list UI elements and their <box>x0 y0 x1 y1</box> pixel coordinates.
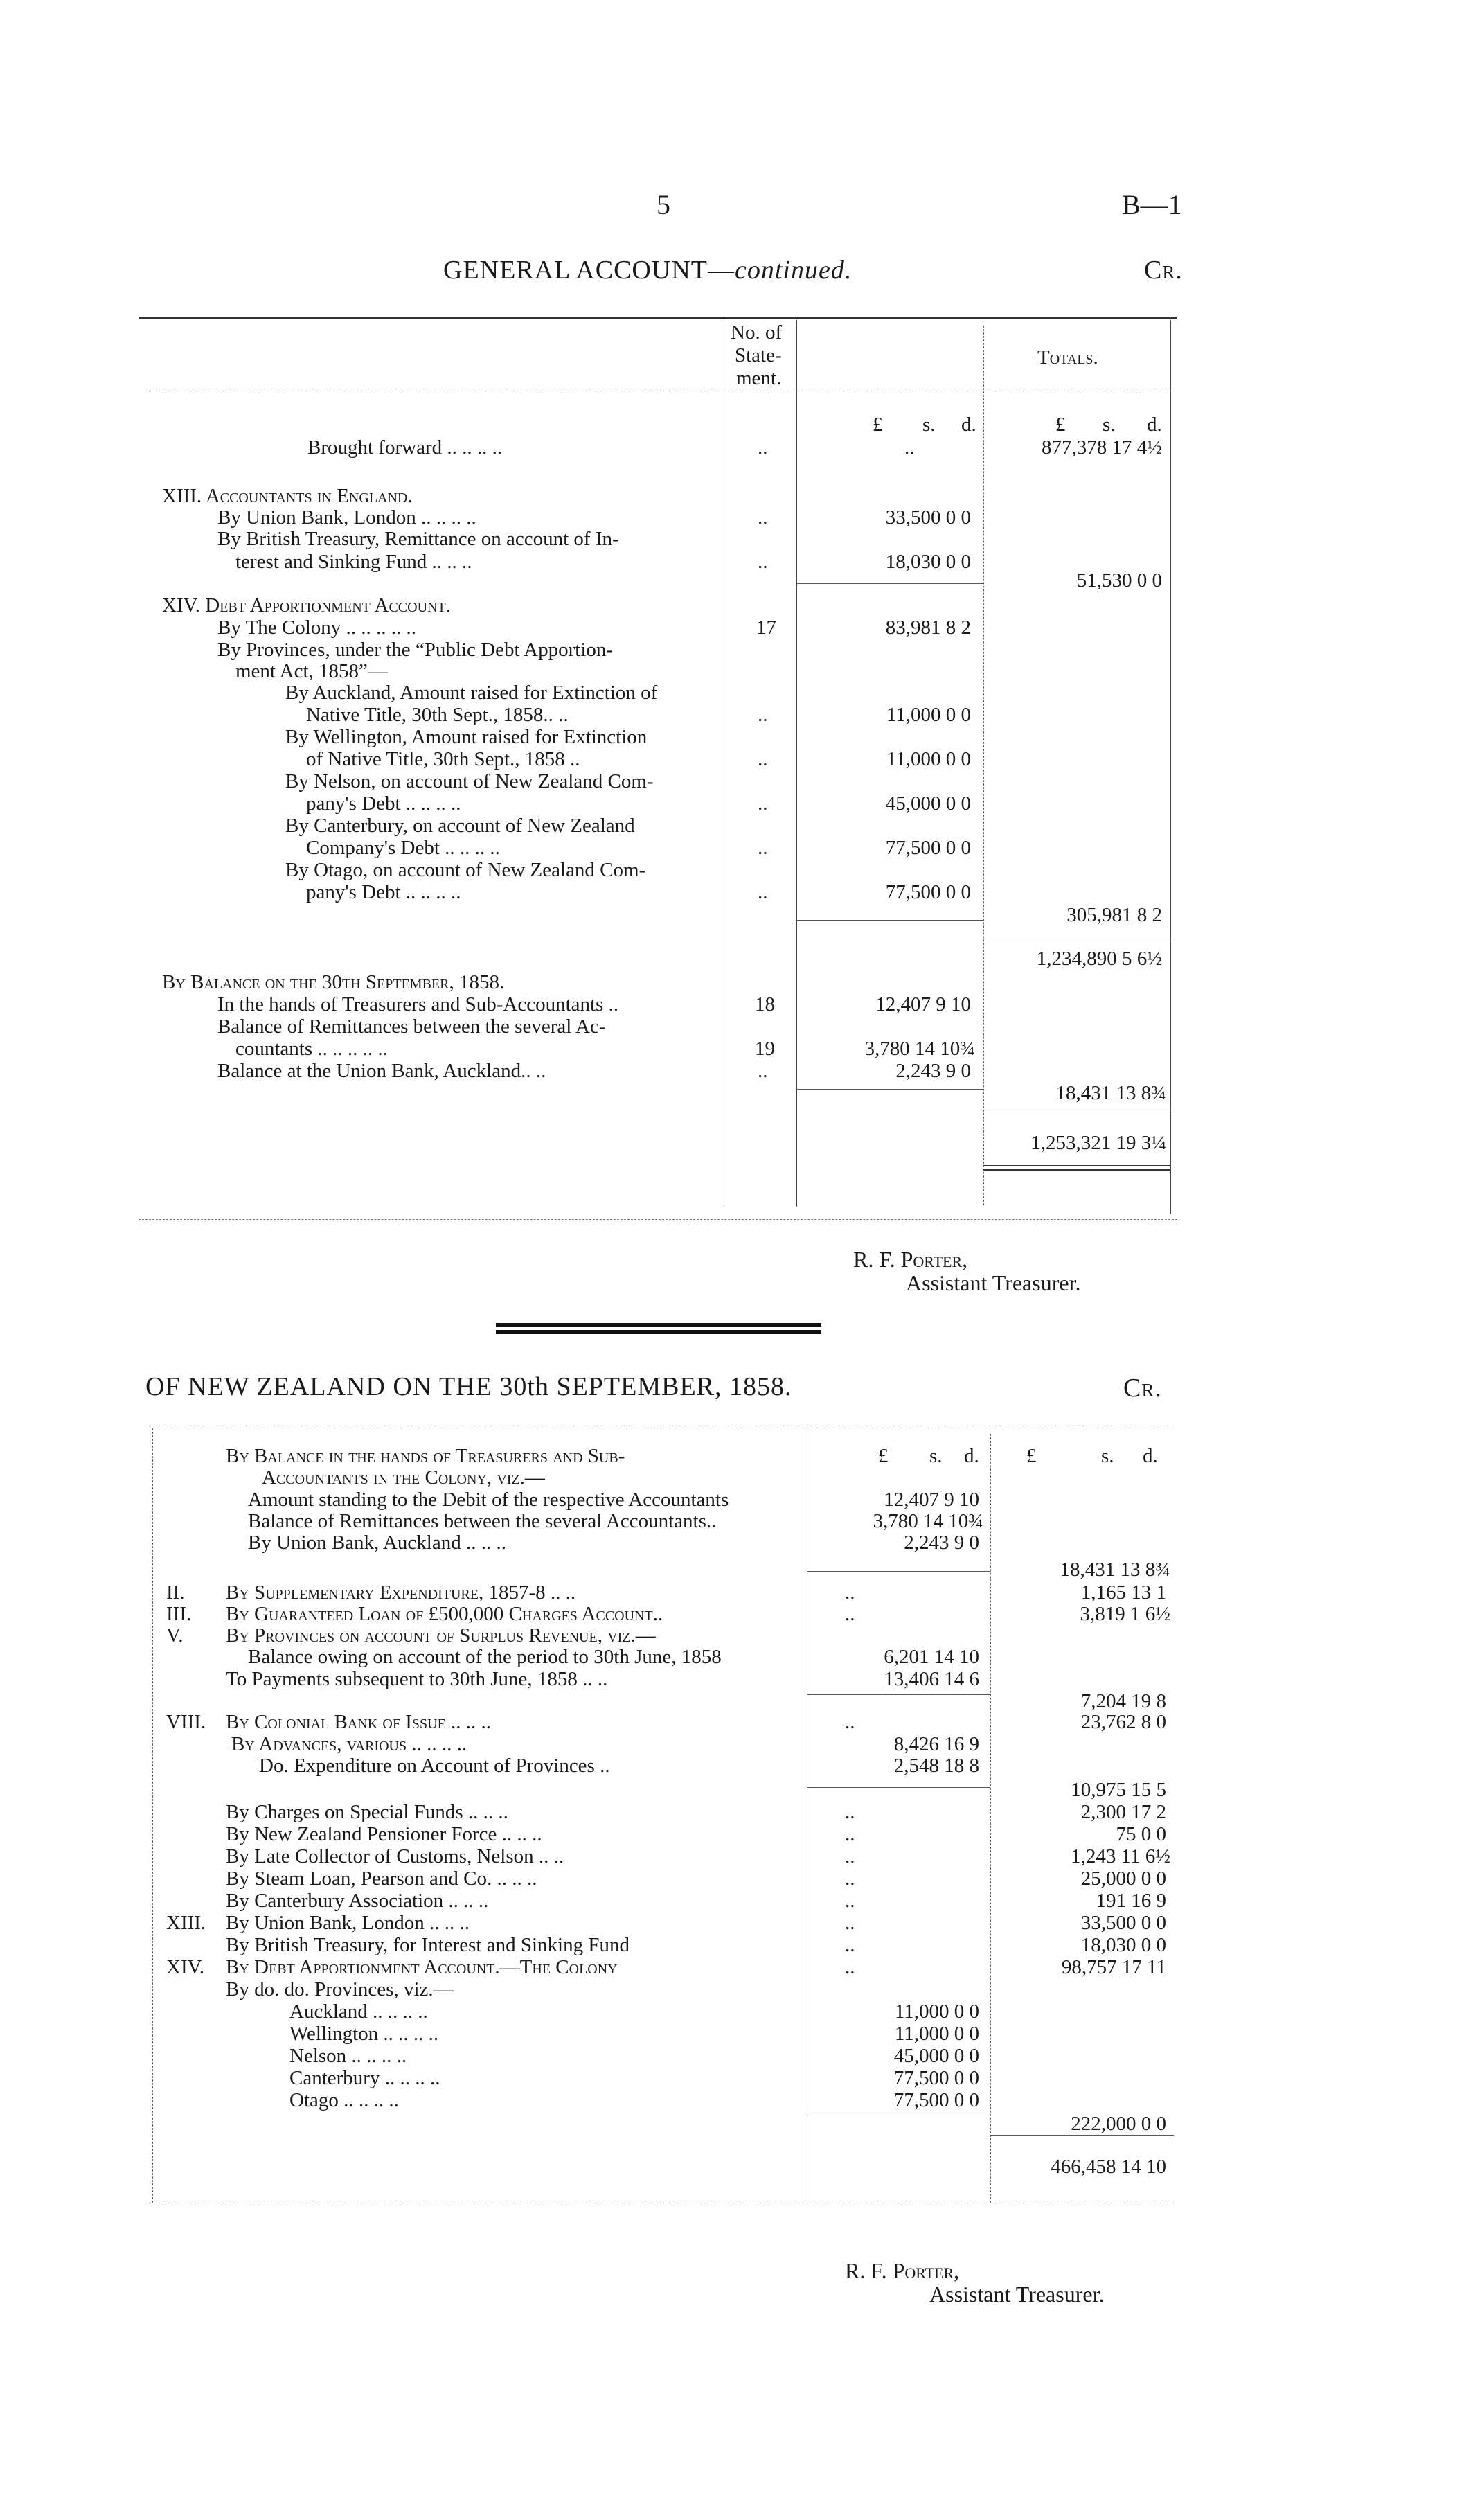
row-total: 25,000 0 0 <box>1080 1867 1166 1890</box>
row-total: 191 16 9 <box>1096 1890 1166 1912</box>
totals-lsd-pence: d. <box>1147 414 1162 436</box>
row-statement: 17 <box>756 616 776 639</box>
row-total: 7,204 19 8 <box>1080 1690 1166 1712</box>
row-text: By Supplementary Expenditure, 1857-8 .. .. <box>226 1581 576 1604</box>
row-amount: 12,407 9 10 <box>875 993 971 1015</box>
row-text: ment Act, 1858”— <box>235 660 388 682</box>
row-text: Company's Debt .. .. .. .. <box>306 837 500 859</box>
row-text: By Provinces, under the “Public Debt Apportion- <box>217 639 614 661</box>
row-text: Balance at the Union Bank, Auckland.. .. <box>217 1060 546 1082</box>
row-total: 51,530 0 0 <box>1076 569 1162 592</box>
row-text: By Provinces on account of Surplus Revenue, viz.— <box>226 1624 656 1647</box>
row-amount: 11,000 0 0 <box>886 704 971 726</box>
bottom-totals-lsd-pounds: £ <box>1026 1445 1037 1467</box>
row-total: 877,378 17 4½ <box>1042 436 1162 459</box>
row-text: By Union Bank, Auckland .. .. .. <box>248 1532 506 1554</box>
row-text: By Canterbury Association .. .. .. <box>226 1890 489 1912</box>
bottom-totals-lsd-pence: d. <box>1143 1445 1158 1467</box>
row-total: 18,431 13 8¾ <box>1060 1559 1170 1581</box>
row-text: By Guaranteed Loan of £500,000 Charges Account.. <box>226 1603 663 1625</box>
row-text: By Canterbury, on account of New Zealand <box>285 815 635 837</box>
row-total: 98,757 17 11 <box>1061 1956 1166 1978</box>
row-amount: 11,000 0 0 <box>894 2023 979 2045</box>
row-text: By Otago, on account of New Zealand Com- <box>285 859 646 881</box>
lsd-pence: d. <box>961 414 976 436</box>
lsd-shillings: s. <box>922 414 936 436</box>
row-text: terest and Sinking Fund .. .. .. <box>235 551 472 573</box>
row-total: 10,975 15 5 <box>1071 1779 1166 1801</box>
row-text: By British Treasury, for Interest and Sinking Fund <box>226 1934 630 1956</box>
row-text: pany's Debt .. .. .. .. <box>306 792 461 815</box>
row-amount: 77,500 0 0 <box>893 2067 979 2089</box>
row-text: By Debt Apportionment Account.—The Colony <box>226 1956 618 1978</box>
row-text: Balance owing on account of the period to 30th June, 1858 <box>248 1646 722 1668</box>
row-amount: 33,500 0 0 <box>885 506 971 529</box>
row-amount: .. <box>845 1890 855 1912</box>
row-amount: 11,000 0 0 <box>886 748 971 770</box>
row-amount: .. <box>845 1934 855 1956</box>
row-text: countants .. .. .. .. .. <box>235 1038 388 1060</box>
row-amount: .. <box>845 1956 855 1978</box>
signature-name: R. F. Porter, <box>853 1247 968 1272</box>
row-amount: 6,201 14 10 <box>884 1646 979 1668</box>
document-ref: B—1 <box>1122 189 1182 220</box>
row-text: By New Zealand Pensioner Force .. .. .. <box>226 1823 542 1845</box>
bottom-title: OF NEW ZEALAND ON THE 30th SEPTEMBER, 1858. <box>145 1372 792 1401</box>
row-amount: .. <box>845 1581 855 1604</box>
separator-rule <box>496 1323 821 1327</box>
row-statement: .. <box>758 837 768 859</box>
row-amount: 3,780 14 10¾ <box>873 1510 983 1532</box>
row-text: Accountants in the Colony, viz.— <box>262 1466 545 1489</box>
row-text: By Auckland, Amount raised for Extinction of <box>285 682 658 704</box>
row-amount: 45,000 0 0 <box>893 2045 979 2067</box>
row-text: Amount standing to the Debit of the respective Accountants <box>248 1489 729 1511</box>
row-total: 75 0 0 <box>1116 1823 1166 1845</box>
row-amount: 11,000 0 0 <box>894 2000 979 2023</box>
bottom-lsd-pence: d. <box>964 1445 979 1467</box>
row-statement: .. <box>758 1060 768 1082</box>
row-text: By British Treasury, Remittance on account of In- <box>217 528 619 550</box>
row-total: 1,253,321 19 3¼ <box>1030 1132 1166 1154</box>
row-text: By Union Bank, London .. .. .. .. <box>217 506 476 529</box>
row-total: 3,819 1 6½ <box>1080 1603 1170 1625</box>
row-amount: .. <box>845 1867 855 1890</box>
row-statement: .. <box>758 551 768 573</box>
bottom-lsd-shillings: s. <box>929 1445 943 1467</box>
row-total: 222,000 0 0 <box>1071 2113 1166 2135</box>
row-text: of Native Title, 30th Sept., 1858 .. <box>306 748 580 770</box>
row-text: To Payments subsequent to 30th June, 1858 .. .. <box>226 1668 608 1690</box>
row-amount: 77,500 0 0 <box>885 837 971 859</box>
row-number: XIV. <box>166 1956 205 1978</box>
row-amount: 2,243 9 0 <box>895 1060 971 1082</box>
row-text: Otago .. .. .. .. <box>289 2089 399 2111</box>
row-total: 23,762 8 0 <box>1080 1711 1166 1733</box>
row-total: 18,431 13 8¾ <box>1055 1082 1166 1104</box>
row-text: Nelson .. .. .. .. <box>289 2045 407 2067</box>
row-text: Do. Expenditure on Account of Provinces .. <box>259 1755 610 1777</box>
row-amount: 3,780 14 10¾ <box>864 1038 975 1060</box>
row-total: 466,458 14 10 <box>1051 2156 1166 2178</box>
row-statement: .. <box>758 704 768 726</box>
row-text: Brought forward .. .. .. .. <box>307 436 503 459</box>
row-amount: 77,500 0 0 <box>893 2089 979 2111</box>
row-text: By Nelson, on account of New Zealand Com- <box>285 770 654 792</box>
bottom-totals-lsd-shillings: s. <box>1101 1445 1114 1467</box>
row-text: In the hands of Treasurers and Sub-Accountants .. <box>217 993 619 1015</box>
row-text: Canterbury .. .. .. .. <box>289 2067 440 2089</box>
row-statement: .. <box>758 792 768 815</box>
row-text: By do. do. Provinces, viz.— <box>226 1978 454 2000</box>
row-text: Balance of Remittances between the several Accountants.. <box>248 1510 717 1532</box>
row-amount: .. <box>845 1603 855 1625</box>
row-text: By Balance in the hands of Treasurers and Sub- <box>226 1445 625 1467</box>
row-text: By Advances, various .. .. .. .. <box>231 1733 467 1755</box>
row-text: By Union Bank, London .. .. .. <box>226 1912 470 1934</box>
row-text: By Charges on Special Funds .. .. .. <box>226 1801 508 1823</box>
row-text: XIV. Debt Apportionment Account. <box>162 594 451 616</box>
row-amount: 13,406 14 6 <box>884 1668 979 1690</box>
row-amount: .. <box>845 1912 855 1934</box>
row-total: 305,981 8 2 <box>1066 904 1162 926</box>
row-statement: .. <box>758 436 768 459</box>
row-amount: .. <box>845 1801 855 1823</box>
row-text: By The Colony .. .. .. .. .. <box>217 616 417 639</box>
row-text: XIII. Accountants in England. <box>162 485 413 507</box>
row-number: III. <box>166 1603 192 1625</box>
page-title: GENERAL ACCOUNT—continued. <box>443 256 852 285</box>
row-amount: 2,548 18 8 <box>893 1755 979 1777</box>
row-amount: 8,426 16 9 <box>893 1733 979 1755</box>
row-statement: 19 <box>755 1038 775 1060</box>
lsd-pounds: £ <box>873 414 883 436</box>
row-text: By Steam Loan, Pearson and Co. .. .. .. <box>226 1867 537 1890</box>
row-statement: .. <box>758 881 768 903</box>
signature-title: Assistant Treasurer. <box>906 1270 1081 1295</box>
row-amount: .. <box>845 1823 855 1845</box>
row-total: 1,243 11 6½ <box>1071 1845 1170 1867</box>
row-amount: 83,981 8 2 <box>885 616 971 639</box>
row-statement: .. <box>758 506 768 529</box>
totals-lsd-shillings: s. <box>1103 414 1116 436</box>
row-text: By Balance on the 30th September, 1858. <box>162 971 505 993</box>
row-amount: .. <box>845 1711 855 1733</box>
row-total: 2,300 17 2 <box>1080 1801 1166 1823</box>
row-text: By Colonial Bank of Issue .. .. .. <box>226 1711 492 1733</box>
row-statement: 18 <box>755 993 775 1015</box>
row-number: VIII. <box>166 1711 206 1733</box>
row-amount: 45,000 0 0 <box>885 792 971 815</box>
row-text: By Late Collector of Customs, Nelson .. .. <box>226 1845 564 1867</box>
row-total: 1,165 13 1 <box>1080 1581 1166 1604</box>
bottom-signature-name: R. F. Porter, <box>845 2258 960 2283</box>
row-amount: 77,500 0 0 <box>885 881 971 903</box>
row-text: By Wellington, Amount raised for Extinction <box>285 726 648 748</box>
row-text: Balance of Remittances between the several Ac- <box>217 1015 606 1038</box>
page-number: 5 <box>657 189 670 220</box>
row-amount: 18,030 0 0 <box>885 551 971 573</box>
row-total: 18,030 0 0 <box>1080 1934 1166 1956</box>
row-text: Wellington .. .. .. .. <box>289 2023 439 2045</box>
row-total: 1,234,890 5 6½ <box>1036 948 1162 970</box>
row-number: II. <box>166 1581 185 1604</box>
bottom-signature-title: Assistant Treasurer. <box>929 2282 1105 2307</box>
row-amount: .. <box>845 1845 855 1867</box>
row-text: Auckland .. .. .. .. <box>289 2000 428 2023</box>
bottom-lsd-pounds: £ <box>878 1445 889 1467</box>
row-number: V. <box>166 1624 184 1647</box>
row-total: 33,500 0 0 <box>1080 1912 1166 1934</box>
row-text: pany's Debt .. .. .. .. <box>306 881 461 903</box>
statement-column-head: No. of State- ment. <box>731 321 783 389</box>
row-amount: .. <box>904 436 915 459</box>
row-amount: 2,243 9 0 <box>904 1532 979 1554</box>
bottom-credit-label: Cr. <box>1123 1374 1162 1403</box>
row-text: Native Title, 30th Sept., 1858.. .. <box>306 704 569 726</box>
totals-lsd-pounds: £ <box>1055 414 1066 436</box>
row-statement: .. <box>758 748 768 770</box>
credit-label: Cr. <box>1144 256 1183 285</box>
row-number: XIII. <box>166 1912 206 1934</box>
totals-column-head: Totals. <box>1037 346 1098 369</box>
row-amount: 12,407 9 10 <box>884 1489 979 1511</box>
